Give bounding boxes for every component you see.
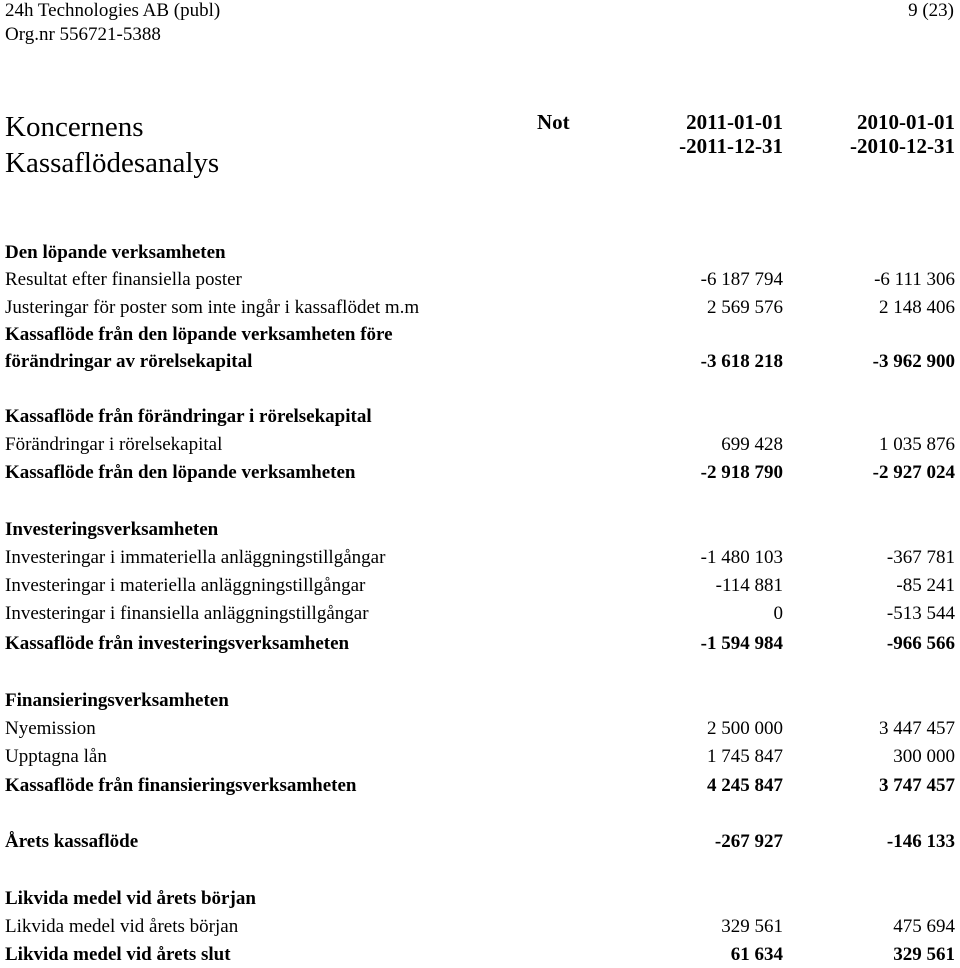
value-2011: 329 561 [721,916,783,937]
value-2011: 0 [773,603,783,624]
value-2010: -146 133 [886,831,955,852]
note-column-header: Not [537,110,570,134]
value-2011: 61 634 [730,944,783,965]
value-2011: -1 594 984 [700,633,783,654]
col-2011-to: -2011-12-31 [679,134,783,158]
value-2010: 3 747 457 [879,775,955,796]
row-label: Kassaflöde från förändringar i rörelsekapital [5,406,372,427]
value-2010: -2 927 024 [872,462,955,483]
row-label: Likvida medel vid årets början [5,888,256,909]
row-label: Årets kassaflöde [5,831,139,852]
value-2010: -3 962 900 [872,351,955,372]
row-label: Förändringar i rörelsekapital [5,434,223,455]
subtotal-row [5,773,955,799]
value-2010: -966 566 [886,633,955,654]
row-label: Kassaflöde från investeringsverksamheten [5,633,350,654]
row-label: Investeringsverksamheten [5,519,219,540]
table-row [5,322,955,348]
row-label: Resultat efter finansiella poster [5,269,242,290]
table-row [5,914,955,940]
row-label: Kassaflöde från den löpande verksamheten före [5,324,393,345]
value-2011: 4 245 847 [707,775,783,796]
section-heading [5,240,955,266]
section-heading [5,886,955,912]
table-row [5,432,955,458]
value-2010: -6 111 306 [874,269,955,290]
subtotal-row [5,631,955,657]
subtotal-row [5,460,955,486]
value-2010: 3 447 457 [879,718,955,739]
section-heading [5,517,955,543]
value-2010: 475 694 [893,916,955,937]
col-2011-from: 2011-01-01 [686,110,783,134]
total-row [5,829,955,855]
page-title-line1: Koncernens [5,111,144,143]
table-row [5,601,955,627]
row-label: Likvida medel vid årets början [5,916,239,937]
row-label: Likvida medel vid årets slut [5,944,231,965]
section-heading [5,688,955,714]
value-2010: 2 148 406 [879,297,955,318]
row-label: Kassaflöde från den löpande verksamheten [5,462,356,483]
value-2011: -267 927 [714,831,783,852]
org-number: Org.nr 556721-5388 [5,24,161,45]
row-label: Nyemission [5,718,96,739]
value-2010: 329 561 [893,944,955,965]
table-row [5,545,955,571]
table-row [5,267,955,293]
row-label: Upptagna lån [5,746,107,767]
col-2010-to: -2010-12-31 [850,134,955,158]
row-label: Investeringar i finansiella anläggningstillgångar [5,603,369,624]
value-2011: -2 918 790 [700,462,783,483]
row-label: Justeringar för poster som inte ingår i kassaflödet m.m [5,297,420,318]
value-2010: -367 781 [886,547,955,568]
row-label: Den löpande verksamheten [5,242,226,263]
subtotal-row [5,349,955,375]
value-2010: 1 035 876 [879,434,955,455]
company-name: 24h Technologies AB (publ) [5,0,221,21]
section-heading [5,404,955,430]
total-row [5,942,955,968]
row-label: förändringar av rörelsekapital [5,351,253,372]
row-label: Finansieringsverksamheten [5,690,229,711]
table-row [5,295,955,321]
value-2010: 300 000 [893,746,955,767]
value-2011: 699 428 [721,434,783,455]
row-label: Kassaflöde från finansieringsverksamheten [5,775,357,796]
value-2011: -1 480 103 [700,547,783,568]
row-label: Investeringar i materiella anläggningstillgångar [5,575,366,596]
value-2011: -114 881 [715,575,783,596]
row-label: Investeringar i immateriella anläggningstillgångar [5,547,386,568]
col-2010-from: 2010-01-01 [857,110,955,134]
value-2011: -6 187 794 [700,269,783,290]
value-2010: -85 241 [896,575,955,596]
value-2011: 2 569 576 [707,297,783,318]
value-2010: -513 544 [886,603,955,624]
table-row [5,716,955,742]
value-2011: -3 618 218 [700,351,783,372]
page-number: 9 (23) [908,0,954,21]
page-title-line2: Kassaflödesanalys [5,147,220,179]
value-2011: 2 500 000 [707,718,783,739]
value-2011: 1 745 847 [707,746,783,767]
table-row [5,744,955,770]
table-row [5,573,955,599]
